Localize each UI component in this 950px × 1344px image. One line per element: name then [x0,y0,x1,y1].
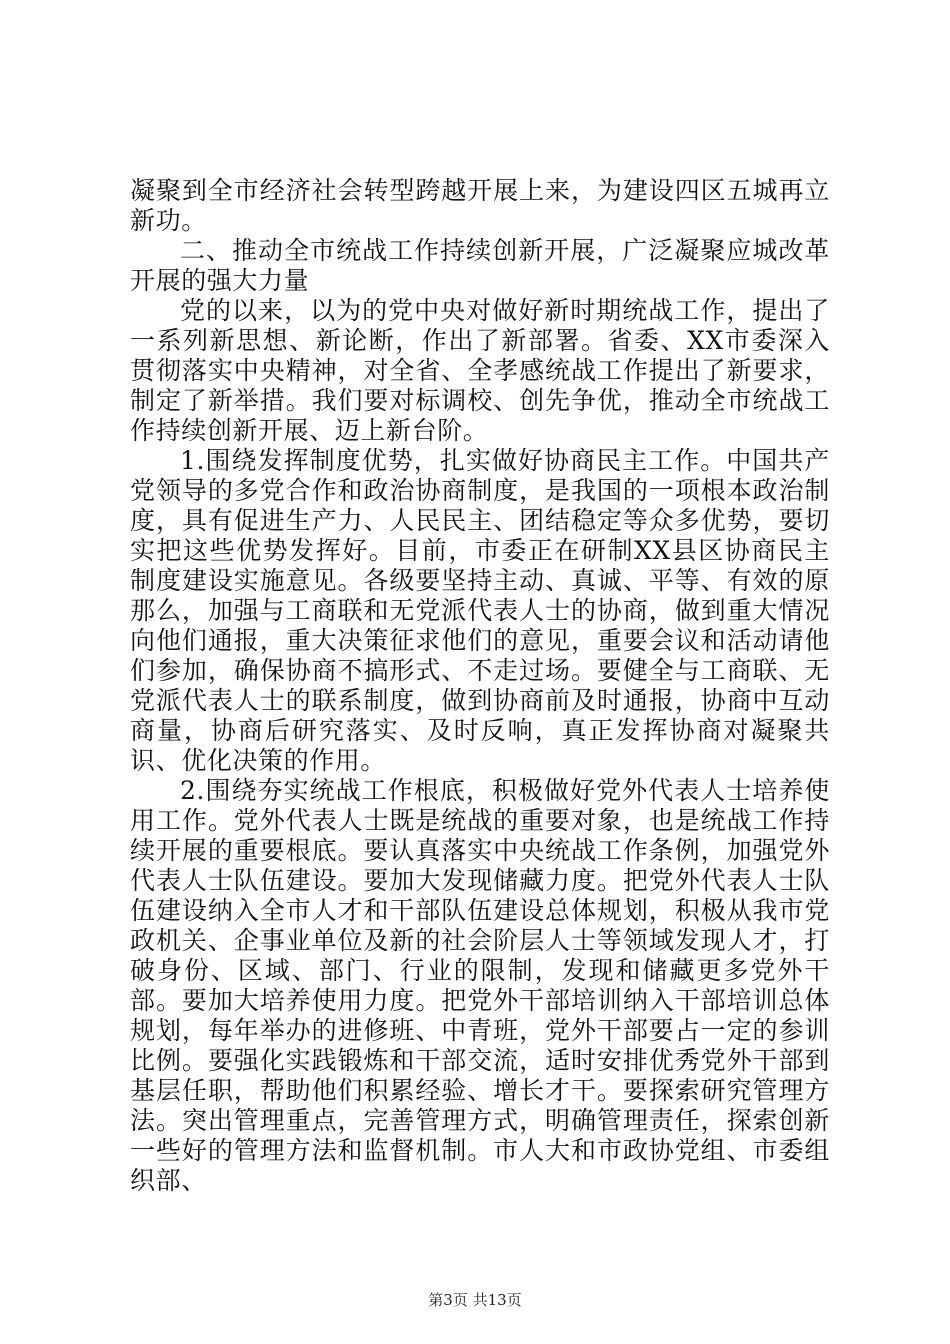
paragraph-intro: 党的以来，以为的党中央对做好新时期统战工作，提出了一系列新思想、新论断，作出了新部署。省委、XX市委深入贯彻落实中央精神，对全省、全孝感统战工作提出了新要求，制定了新举措。我们要对标调校、创先争优，推动全市统战工作持续创新开展、迈上新台阶。 [130,296,830,445]
paragraph-item-2: 2.围绕夯实统战工作根底，积极做好党外代表人士培养使用工作。党外代表人士既是统战的重要对象，也是统战工作持续开展的重要根底。要认真落实中央统战工作条例，加强党外代表人士队伍建设。要加大发现储藏力度。把党外代表人士队伍建设纳入全市人才和干部队伍建设总体规划，积极从我市党政机关、企事业单位及新的社会阶层人士等领域发现人才，打破身份、区域、部门、行业的限制，发现和储藏更多党外干部。要加大培养使用力度。把党外干部培训纳入干部培训总体规划，每年举办的进修班、中青班，党外干部要占一定的参训比例。要强化实践锻炼和干部交流，适时安排优秀党外干部到基层任职，帮助他们积累经验、增长才干。要探索研究管理方法。突出管理重点，完善管理方式，明确管理责任，探索创新一些好的管理方法和监督机制。市人大和市政协党组、市委组织部、 [130,776,830,1195]
section-heading: 二、推动全市统战工作持续创新开展，广泛凝聚应城改革开展的强大力量 [130,236,830,295]
document-body [130,176,830,1196]
page-number-footer: 第3页 共13页 [428,1291,522,1309]
paragraph-continuation: 凝聚到全市经济社会转型跨越开展上来，为建设四区五城再立新功。 [130,176,830,235]
paragraph-item-1: 1.围绕发挥制度优势，扎实做好协商民主工作。中国共产党领导的多党合作和政治协商制度，是我国的一项根本政治制度，具有促进生产力、人民民主、团结稳定等众多优势，要切实把这些优势发挥好。目前，市委正在研制XX县区协商民主制度建设实施意见。各级要坚持主动、真诚、平等、有效的原那么，加强与工商联和无党派代表人士的协商，做到重大情况向他们通报，重大决策征求他们的意见，重要会议和活动请他们参加，确保协商不搞形式、不走过场。要健全与工商联、无党派代表人士的联系制度，做到协商前及时通报，协商中互动商量，协商后研究落实、及时反响，真正发挥协商对凝聚共识、优化决策的作用。 [130,446,830,775]
